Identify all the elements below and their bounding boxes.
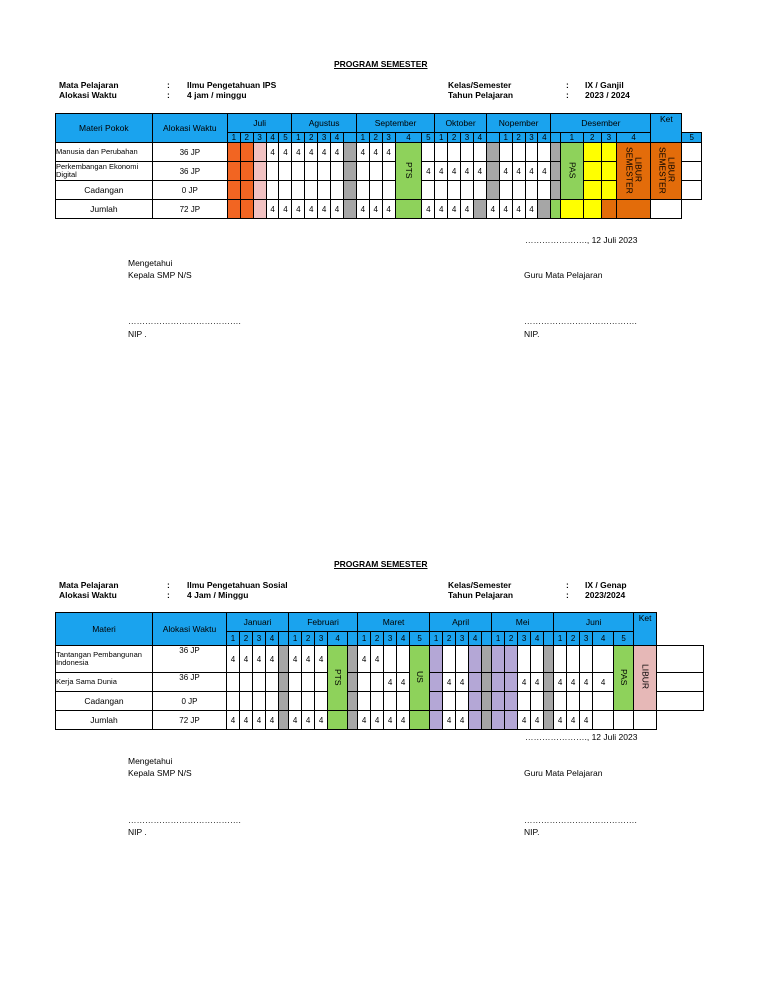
jp-week-cell: 4 [384, 673, 397, 692]
week-number: 3 [461, 133, 474, 143]
week-number: 4 [331, 133, 344, 143]
jp-week-cell: 4 [302, 646, 315, 673]
nip-right: NIP. [524, 329, 540, 339]
week-number: 3 [253, 133, 266, 143]
jp-week-cell: 4 [518, 673, 531, 692]
jp-week-cell: 4 [266, 711, 279, 730]
jp-week-cell: 4 [531, 711, 544, 730]
week-number: 5 [614, 632, 634, 646]
header-alokasi: Alokasi Waktu [152, 114, 227, 143]
alokasi-label: Alokasi Waktu [59, 590, 117, 600]
jp-week-cell: 4 [554, 711, 567, 730]
nip-right: NIP. [524, 827, 540, 837]
materi-cell: Manusia dan Perubahan [56, 143, 153, 162]
pas-label: PAS [614, 646, 634, 711]
week-number: 5 [682, 133, 702, 143]
month-header: Juni [554, 613, 634, 632]
header-ket: Ket [651, 114, 682, 143]
month-header: Februari [289, 613, 358, 632]
jp-week-cell: 4 [461, 200, 474, 219]
week-number: 1 [430, 632, 443, 646]
jp-week-cell: 4 [525, 162, 538, 181]
jp-week-cell: 4 [356, 200, 369, 219]
jp-week-cell: 4 [331, 143, 344, 162]
pts-label: PTS [328, 646, 348, 711]
header-ket: Ket [634, 613, 657, 646]
week-number: 1 [227, 133, 240, 143]
jp-week-cell: 4 [302, 711, 315, 730]
month-header: Agustus [292, 114, 356, 133]
jp-week-cell: 4 [305, 200, 318, 219]
colon: : [167, 80, 170, 90]
signature-line: …………………………………. [524, 316, 637, 326]
guru-label: Guru Mata Pelajaran [524, 768, 603, 778]
jp-week-cell: 4 [279, 143, 292, 162]
jp-week-cell: 4 [384, 711, 397, 730]
colon: : [167, 590, 170, 600]
kelas-value: IX / Ganjil [585, 80, 624, 90]
jp-week-cell: 4 [369, 143, 382, 162]
week-number: 2 [583, 133, 601, 143]
jp-week-cell: 4 [266, 200, 279, 219]
week-number: 2 [448, 133, 461, 143]
pas-label: PAS [561, 143, 584, 200]
week-number: 1 [292, 133, 305, 143]
week-number: 3 [253, 632, 266, 646]
jp-week-cell: 4 [435, 200, 448, 219]
week-number: 3 [382, 133, 395, 143]
week-number: 4 [266, 632, 279, 646]
jp-cell: 36 JP [152, 162, 227, 181]
week-number: 1 [435, 133, 448, 143]
tahun-value: 2023/2024 [585, 590, 626, 600]
jp-week-cell: 4 [318, 200, 331, 219]
jp-week-cell: 4 [292, 200, 305, 219]
week-number [486, 133, 499, 143]
jp-week-cell: 4 [279, 200, 292, 219]
jp-week-cell: 4 [227, 711, 240, 730]
jp-week-cell: 4 [443, 711, 456, 730]
jp-week-cell: 4 [448, 200, 461, 219]
jp-week-cell: 4 [456, 711, 469, 730]
jp-week-cell: 4 [567, 673, 580, 692]
jp-week-cell: 4 [356, 143, 369, 162]
week-number: 2 [240, 632, 253, 646]
mapel-value: Ilmu Pengetahuan Sosial [187, 580, 288, 590]
week-number: 2 [371, 632, 384, 646]
week-number [343, 133, 356, 143]
mapel-label: Mata Pelajaran [59, 580, 119, 590]
jp-cell: 72 JP [152, 200, 227, 219]
jp-week-cell: 4 [486, 200, 499, 219]
month-header: Maret [358, 613, 430, 632]
mengetahui: Mengetahui [128, 258, 173, 268]
materi-cell: Kerja Sama Dunia [56, 673, 153, 692]
week-number: 4 [469, 632, 482, 646]
kelas-label: Kelas/Semester [448, 580, 512, 590]
jp-week-cell: 4 [567, 711, 580, 730]
jp-week-cell: 4 [358, 646, 371, 673]
header-alokasi: Alokasi Waktu [153, 613, 227, 646]
nip-left: NIP . [128, 827, 147, 837]
week-number: 3 [318, 133, 331, 143]
jp-week-cell: 4 [397, 673, 410, 692]
colon: : [566, 90, 569, 100]
week-number: 3 [456, 632, 469, 646]
libur-label: LIBUR SEMESTER [616, 143, 650, 200]
jp-week-cell: 4 [499, 162, 512, 181]
week-number: 3 [384, 632, 397, 646]
materi-cell: Jumlah [56, 200, 153, 219]
materi-cell: Perkembangan Ekonomi Digital [56, 162, 153, 181]
week-number: 2 [443, 632, 456, 646]
week-number [482, 632, 492, 646]
week-number: 4 [266, 133, 279, 143]
tahun-label: Tahun Pelajaran [448, 90, 514, 100]
jp-week-cell: 4 [382, 143, 395, 162]
mapel-label: Mata Pelajaran [59, 80, 119, 90]
week-number: 5 [410, 632, 430, 646]
tahun-value: 2023 / 2024 [585, 90, 630, 100]
week-number: 1 [499, 133, 512, 143]
week-number: 2 [240, 133, 253, 143]
week-number: 4 [531, 632, 544, 646]
month-header: Oktober [435, 114, 487, 133]
kepala-label: Kepala SMP N/S [128, 768, 192, 778]
jp-week-cell: 4 [435, 162, 448, 181]
jp-week-cell: 4 [538, 162, 551, 181]
week-number: 1 [561, 133, 584, 143]
week-number: 1 [554, 632, 567, 646]
alokasi-label: Alokasi Waktu [59, 90, 117, 100]
jp-week-cell: 4 [289, 646, 302, 673]
semester-table [55, 113, 702, 219]
week-number: 3 [601, 133, 616, 143]
week-number: 3 [525, 133, 538, 143]
jp-cell: 0 JP [153, 692, 227, 711]
jp-week-cell: 4 [369, 200, 382, 219]
week-number: 4 [593, 632, 614, 646]
libur-label: LIBUR SEMESTER [651, 143, 682, 200]
alokasi-value: 4 Jam / Minggu [187, 590, 249, 600]
colon: : [167, 580, 170, 590]
materi-cell: Tantangan Pembangunan Indonesia [56, 646, 153, 673]
jp-cell: 0 JP [152, 181, 227, 200]
jp-week-cell: 4 [448, 162, 461, 181]
week-number [279, 632, 289, 646]
week-number: 3 [580, 632, 593, 646]
week-number: 2 [567, 632, 580, 646]
colon: : [167, 90, 170, 100]
jp-week-cell: 4 [358, 711, 371, 730]
month-header: Desember [551, 114, 651, 133]
week-number: 4 [538, 133, 551, 143]
kelas-label: Kelas/Semester [448, 80, 512, 90]
signature-line: …………………………………. [128, 815, 241, 825]
jp-week-cell: 4 [422, 200, 435, 219]
jp-week-cell: 4 [512, 162, 525, 181]
guru-label: Guru Mata Pelajaran [524, 270, 603, 280]
mapel-value: Ilmu Pengetahuan IPS [187, 80, 277, 90]
jp-week-cell: 4 [318, 143, 331, 162]
week-number [551, 133, 561, 143]
jp-week-cell: 4 [461, 162, 474, 181]
jp-week-cell: 4 [305, 143, 318, 162]
jp-week-cell: 4 [456, 673, 469, 692]
signature-line: …………………………………. [128, 316, 241, 326]
page-title: PROGRAM SEMESTER [334, 559, 428, 569]
week-number: 4 [397, 632, 410, 646]
month-header: Juli [227, 114, 291, 133]
date-line: …………………., 12 Juli 2023 [525, 235, 638, 245]
week-number: 4 [616, 133, 650, 143]
week-number: 2 [505, 632, 518, 646]
jp-week-cell: 4 [512, 200, 525, 219]
nip-left: NIP . [128, 329, 147, 339]
week-number: 4 [473, 133, 486, 143]
jp-week-cell: 4 [422, 162, 435, 181]
materi-cell: Cadangan [56, 692, 153, 711]
jp-week-cell: 4 [382, 200, 395, 219]
month-header: Mei [492, 613, 554, 632]
date-line: …………………., 12 Juli 2023 [525, 732, 638, 742]
week-number: 2 [305, 133, 318, 143]
week-number: 1 [356, 133, 369, 143]
jp-week-cell: 4 [253, 711, 266, 730]
colon: : [566, 590, 569, 600]
semester-table [55, 612, 704, 730]
jp-cell: 36 JP [152, 143, 227, 162]
jp-cell: 72 JP [153, 711, 227, 730]
week-number: 1 [358, 632, 371, 646]
month-header: Nopember [486, 114, 551, 133]
jp-week-cell: 4 [227, 646, 240, 673]
jp-week-cell: 4 [593, 673, 614, 692]
jp-week-cell: 4 [331, 200, 344, 219]
header-materi: Materi [56, 613, 153, 646]
jp-cell: 36 JP [153, 673, 227, 692]
tahun-label: Tahun Pelajaran [448, 590, 514, 600]
jp-cell: 36 JP [153, 646, 227, 673]
week-number: 5 [422, 133, 435, 143]
month-header: Januari [227, 613, 289, 632]
jp-week-cell: 4 [266, 646, 279, 673]
jp-week-cell: 4 [315, 646, 328, 673]
jp-week-cell: 4 [531, 673, 544, 692]
page-title: PROGRAM SEMESTER [334, 59, 428, 69]
header-materi: Materi Pokok [56, 114, 153, 143]
week-number [348, 632, 358, 646]
jp-week-cell: 4 [473, 162, 486, 181]
jp-week-cell: 4 [580, 711, 593, 730]
jp-week-cell: 4 [289, 711, 302, 730]
kelas-value: IX / Genap [585, 580, 627, 590]
jp-week-cell: 4 [443, 673, 456, 692]
pts-label: PTS [395, 143, 422, 200]
week-number: 1 [492, 632, 505, 646]
week-number: 5 [279, 133, 292, 143]
mengetahui: Mengetahui [128, 756, 173, 766]
jp-week-cell: 4 [518, 711, 531, 730]
kepala-label: Kepala SMP N/S [128, 270, 192, 280]
week-number: 2 [512, 133, 525, 143]
month-header: September [356, 114, 434, 133]
jp-week-cell: 4 [253, 646, 266, 673]
week-number: 4 [328, 632, 348, 646]
jp-week-cell: 4 [397, 711, 410, 730]
jp-week-cell: 4 [371, 711, 384, 730]
week-number: 2 [302, 632, 315, 646]
jp-week-cell: 4 [292, 143, 305, 162]
jp-week-cell: 4 [266, 143, 279, 162]
materi-cell: Cadangan [56, 181, 153, 200]
week-number [544, 632, 554, 646]
jp-week-cell: 4 [580, 673, 593, 692]
jp-week-cell: 4 [315, 711, 328, 730]
us-label: US [410, 646, 430, 711]
signature-line: …………………………………. [524, 815, 637, 825]
colon: : [566, 580, 569, 590]
week-number: 2 [369, 133, 382, 143]
jp-week-cell: 4 [499, 200, 512, 219]
week-number: 4 [395, 133, 422, 143]
jp-week-cell: 4 [371, 646, 384, 673]
week-number: 3 [315, 632, 328, 646]
week-number: 1 [227, 632, 240, 646]
jp-week-cell: 4 [240, 711, 253, 730]
jp-week-cell: 4 [240, 646, 253, 673]
colon: : [566, 80, 569, 90]
jp-week-cell: 4 [554, 673, 567, 692]
week-number: 1 [289, 632, 302, 646]
materi-cell: Jumlah [56, 711, 153, 730]
jp-week-cell: 4 [525, 200, 538, 219]
week-number: 3 [518, 632, 531, 646]
libur-label: LIBUR [634, 646, 657, 711]
alokasi-value: 4 jam / minggu [187, 90, 247, 100]
month-header: April [430, 613, 492, 632]
